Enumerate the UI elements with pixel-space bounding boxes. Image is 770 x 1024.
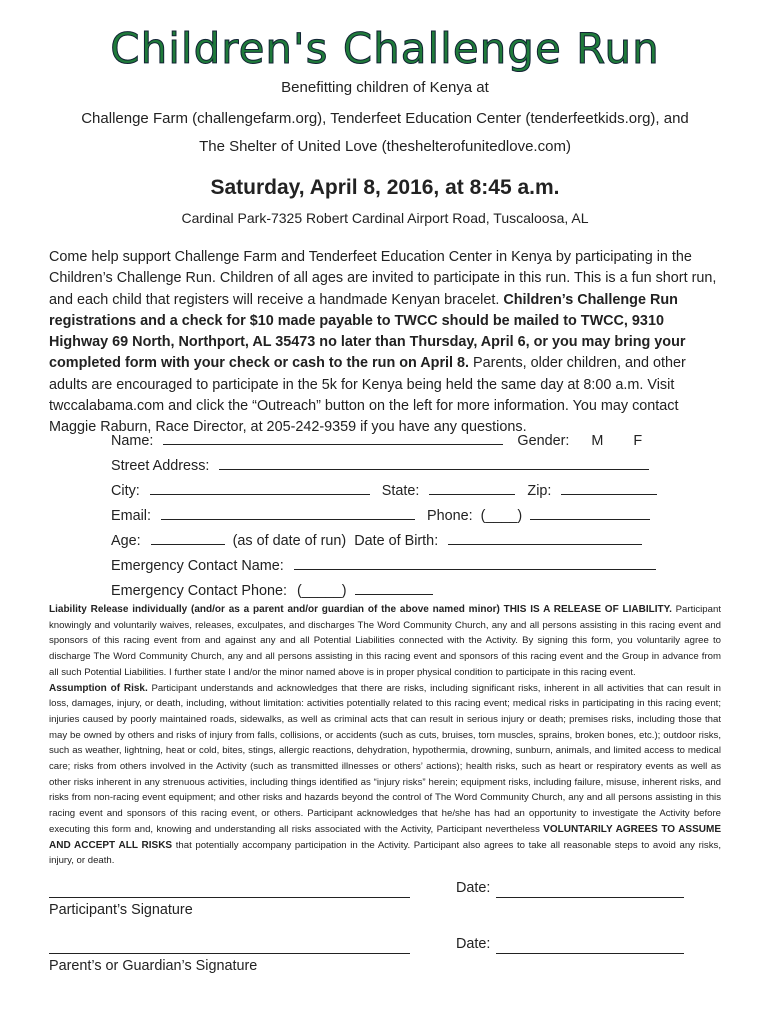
- emergency-name-label: Emergency Contact Name:: [111, 558, 284, 574]
- street-label: Street Address:: [111, 458, 210, 474]
- city-field[interactable]: [150, 480, 370, 495]
- email-label: Email:: [111, 508, 151, 524]
- state-label: State:: [381, 483, 420, 499]
- emergency-area-code-field[interactable]: (_____): [296, 583, 347, 599]
- subtitle-benefit: Benefitting children of Kenya at: [281, 79, 489, 96]
- emergency-phone-label: Emergency Contact Phone:: [111, 583, 287, 599]
- guardian-date-label: Date:: [456, 936, 491, 952]
- emergency-name-field[interactable]: [294, 555, 656, 570]
- name-label: Name:: [111, 433, 154, 449]
- emergency-phone-field[interactable]: [355, 580, 433, 595]
- phone-area-code-field[interactable]: (____): [480, 508, 523, 524]
- phone-label: Phone:: [426, 508, 473, 524]
- dob-label: Date of Birth:: [354, 533, 439, 549]
- street-field[interactable]: [219, 455, 649, 470]
- age-label: Age:: [111, 533, 141, 549]
- intro-registration-instructions: Children’s Challenge Run registrations and a check for $10 made payable to TWCC should be mailed to TWCC, 9310 Highway 69 North, Northport, AL 35473 no later than Thursday, April 6, or you may bring your completed form with your check or cash to the run on April 8.: [49, 291, 686, 372]
- page-title: Children's Challenge Run: [110, 24, 660, 73]
- subtitle-shelter: The Shelter of United Love (theshelterofunitedlove.com): [199, 138, 571, 155]
- city-label: City:: [111, 483, 140, 499]
- release-heading: Liability Release individually (and/or as a parent and/or guardian of the above named minor) THIS IS A RELEASE OF LIABILITY.: [49, 604, 672, 615]
- accept-risks-heading: VOLUNTARILY AGREES TO ASSUME AND ACCEPT ALL RISKS: [49, 823, 721, 851]
- form-row-street: [111, 455, 649, 474]
- state-field[interactable]: [429, 480, 515, 495]
- age-note: (as of date of run): [232, 533, 347, 549]
- zip-label: Zip:: [527, 483, 552, 499]
- liability-release: [49, 602, 721, 869]
- gender-option-m[interactable]: M: [591, 433, 604, 449]
- age-field[interactable]: [151, 530, 225, 545]
- form-row-emergency-phone: [111, 580, 433, 599]
- risk-text: Participant understands and acknowledges that there are risks, including significant risks, inherent in all activities that can result in loss, damages, injury, or death, including, without limitation: activities potentially related to this racing event; medical risks in participating in this racing event; injuries caused by poorly maintained roads, sidewalks, as well as criminal acts that can result in serious injury or death; premises risks, including those that may be owned by others and risks of injury from falls, collisions, or accidents (such as cuts, bruises, torn muscles, sprains, broken bones, etc.); outdoor risks, such as weather, lightning, heat or cold, bites, stings, allergic reactions, dehydration, hypothermia, drowning, sunburn, animals, and limited access to medical care; risks from others involved in the Activity (such as transmitted illnesses or others’ actions); health risks, such as heart or respiratory events as well as other risks inherent in any strenuous activities, including things identified as “injury risks” herein; equipment risks, including failure, misuse, inherent risks, and risks from non-racing event equipment; and other risks and hazards beyond the control of The Word Community Church, any and all persons assisting in this racing event and sponsors of this racing event, or others. Participant acknowledges that he/she has had an opportunity to investigate the Activity before executing this form and, knowing and understanding all risks associated with the Activity, Participant nevertheless: [49, 682, 721, 835]
- gender-label: Gender:: [517, 433, 570, 449]
- release-text: Participant knowingly and voluntarily waives, releases, exculpates, and discharges The Word Community Church, any and all persons assisting in this racing event and sponsors of this racing event from and against any and all Potential Liabilities connected with the Activity. By signing this form, you voluntarily agree to discharge The Word Community Church, any and all persons assisting in this racing event and sponsors of this racing event and the Group in advance from all such Potential Liabilities. I further state I and/or the minor named above is in proper physical condition to participate in this racing event.: [49, 604, 721, 678]
- risk-heading: Assumption of Risk.: [49, 682, 148, 694]
- form-row-email: [111, 505, 650, 524]
- guardian-date-field[interactable]: [496, 953, 684, 954]
- gender-option-f[interactable]: F: [633, 433, 643, 449]
- participant-signature-field[interactable]: [49, 897, 410, 898]
- email-field[interactable]: [161, 505, 415, 520]
- participant-signature-label: Participant’s Signature: [49, 902, 193, 918]
- event-location: Cardinal Park-7325 Robert Cardinal Airport Road, Tuscaloosa, AL: [181, 210, 589, 226]
- phone-field[interactable]: [530, 505, 650, 520]
- form-row-city: [111, 480, 657, 499]
- intro-text-1: Come help support Challenge Farm and Tenderfeet Education Center in Kenya by participating in the Children’s Challenge Run. Children of all ages are invited to participate in this run. This is a fun short run, and each child that registers will receive a handmade Kenyan bracelet.: [49, 249, 717, 308]
- guardian-signature-field[interactable]: [49, 953, 410, 954]
- form-row-name: [111, 430, 642, 449]
- form-row-age: [111, 530, 642, 549]
- dob-field[interactable]: [448, 530, 642, 545]
- participant-date-field[interactable]: [496, 897, 684, 898]
- event-date: Saturday, April 8, 2016, at 8:45 a.m.: [210, 176, 560, 199]
- accept-risks-text: that potentially accompany participation in the Activity. Participant also agrees to take all reasonable steps to avoid any risks, injury, or death.: [49, 839, 721, 867]
- participant-date-label: Date:: [456, 880, 491, 896]
- zip-field[interactable]: [561, 480, 657, 495]
- intro-text-2: Parents, older children, and other adults are encouraged to participate in the 5k for Kenya being held the same day at 8:00 a.m. Visit twccalabama.com and click the “Outreach” button on the left for more information. You may contact Maggie Raburn, Race Director, at 205-242-9359 if you have any questions.: [49, 355, 686, 436]
- guardian-signature-label: Parent’s or Guardian’s Signature: [49, 958, 258, 974]
- form-row-emergency-name: [111, 555, 656, 574]
- subtitle-organizations: Challenge Farm (challengefarm.org), Tenderfeet Education Center (tenderfeetkids.org), and: [81, 110, 689, 127]
- intro-paragraph: [49, 247, 721, 439]
- name-field[interactable]: [163, 430, 503, 445]
